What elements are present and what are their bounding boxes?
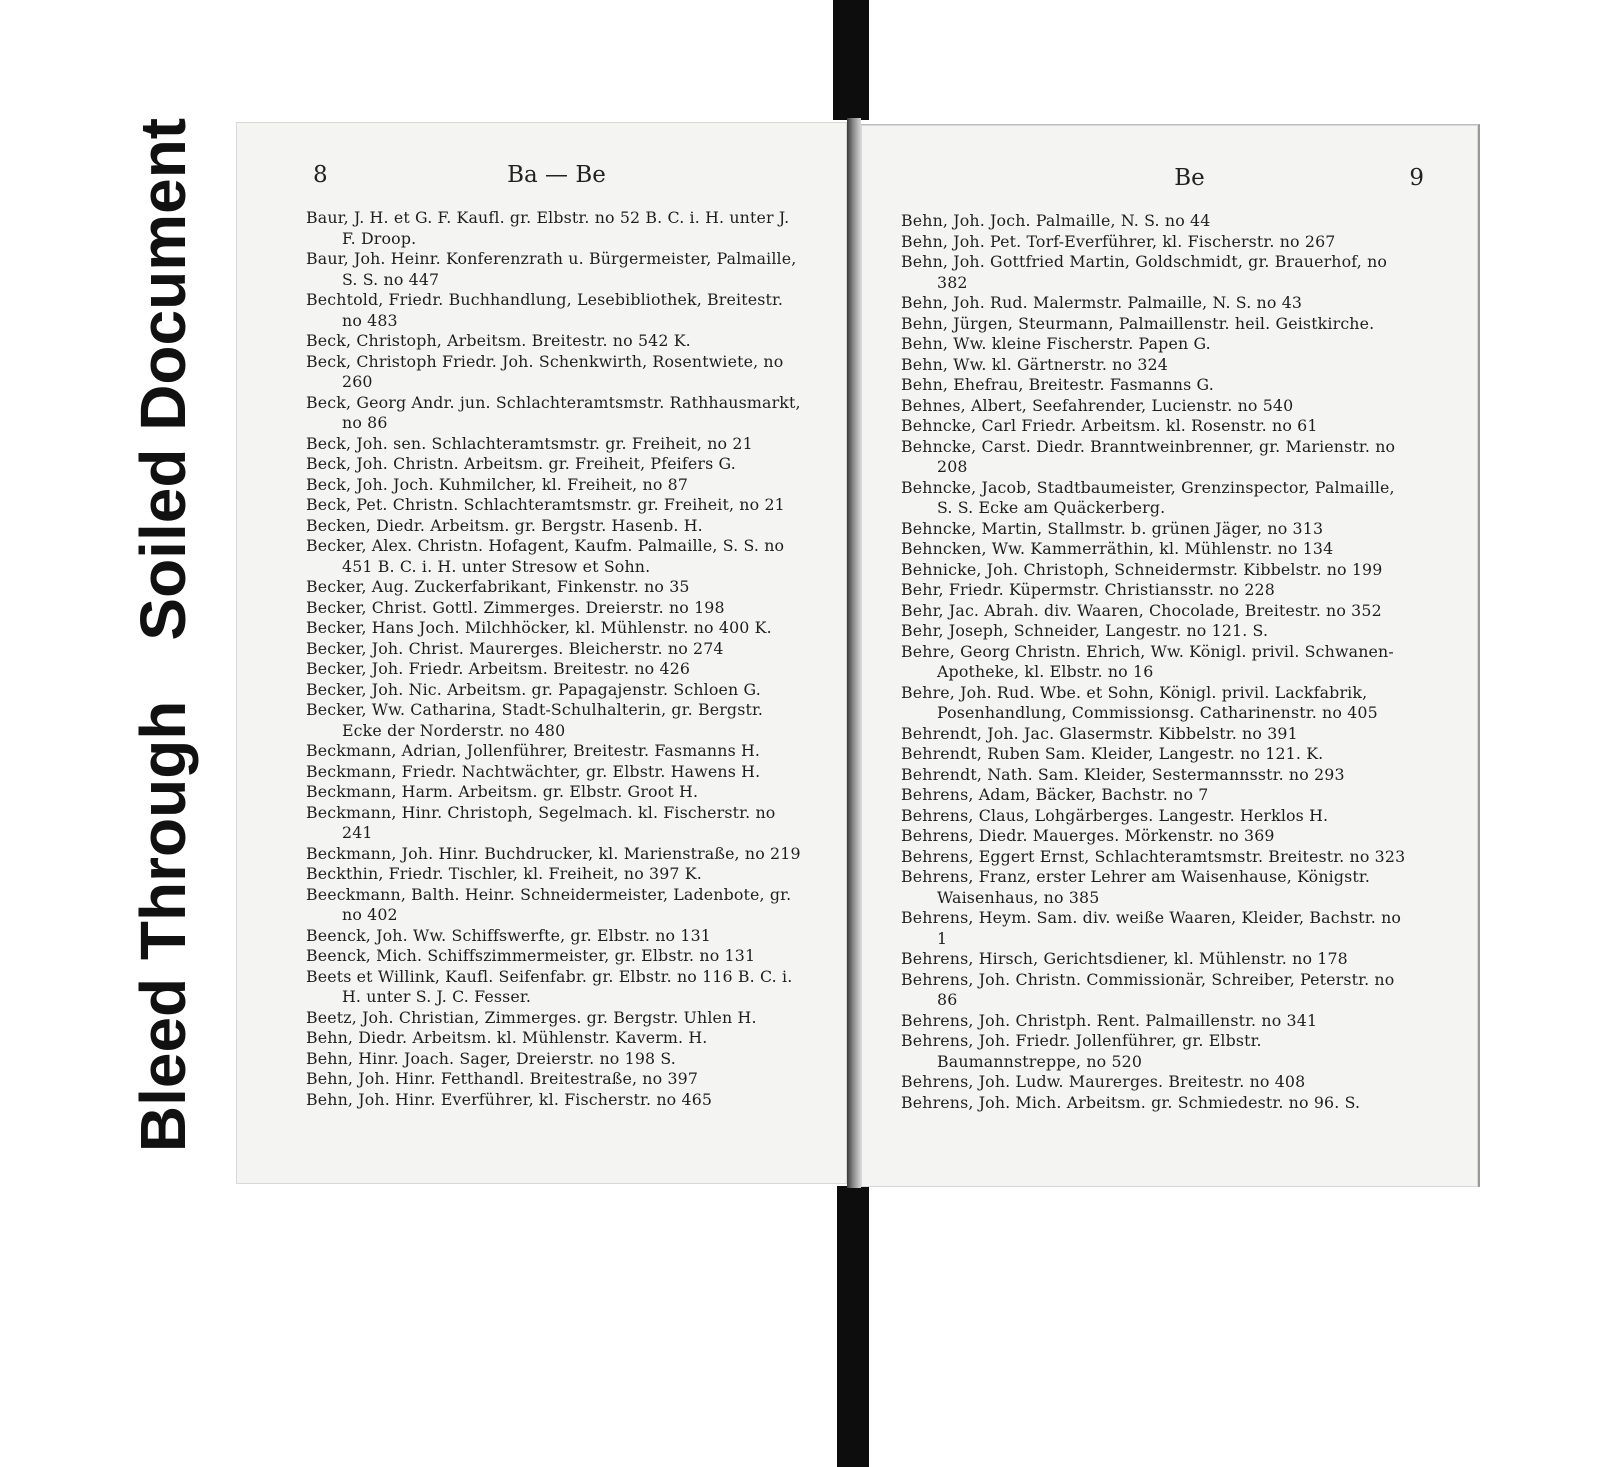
directory-entry: Beckmann, Joh. Hinr. Buchdrucker, kl. Marienstraße, no 219 <box>306 843 801 863</box>
directory-entry: Behn, Joh. Joch. Palmaille, N. S. no 44 <box>901 211 1211 230</box>
directory-entry: Behre, Georg Christn. Ehrich, Ww. Königl. privil. Schwanen-Apotheke, kl. Elbstr. no 16 <box>901 641 1394 681</box>
directory-entry: Behn, Joh. Pet. Torf-Everführer, kl. Fischerstr. no 267 <box>901 231 1336 251</box>
directory-entry: Behn, Jürgen, Steurmann, Palmaillenstr. heil. Geistkirche. <box>901 313 1375 333</box>
directory-entry: Behrens, Joh. Mich. Arbeitsm. gr. Schmiedestr. no 96. S. <box>901 1092 1361 1112</box>
directory-entry: Behr, Friedr. Küpermstr. Christiansstr. no 228 <box>901 580 1275 599</box>
directory-entry: Behn, Ehefrau, Breitestr. Fasmanns G. <box>901 375 1214 394</box>
directory-entry: Behn, Joh. Hinr. Everführer, kl. Fischerstr. no 465 <box>306 1089 713 1109</box>
directory-entry: Beetz, Joh. Christian, Zimmerges. gr. Bergstr. Uhlen H. <box>306 1007 757 1027</box>
directory-entry: Behn, Ww. kleine Fischerstr. Papen G. <box>901 334 1211 353</box>
directory-entry: Behrens, Franz, erster Lehrer am Waisenhause, Königstr. Waisenhaus, no 385 <box>901 867 1370 907</box>
directory-entry: Becken, Diedr. Arbeitsm. gr. Bergstr. Hasenb. H. <box>306 515 703 535</box>
binding-spine-bottom <box>837 1186 869 1467</box>
directory-entry: Becker, Joh. Friedr. Arbeitsm. Breitestr. no 426 <box>306 659 691 678</box>
side-label-bleed-through: Bleed Through <box>127 700 199 1153</box>
directory-entry: Becker, Christ. Gottl. Zimmerges. Dreierstr. no 198 <box>306 597 725 617</box>
directory-entry: Behncke, Jacob, Stadtbaumeister, Grenzinspector, Palmaille, S. S. Ecke am Quäckerberg. <box>901 477 1395 517</box>
directory-entry: Behrens, Diedr. Mauerges. Mörkenstr. no 369 <box>901 826 1275 845</box>
directory-entry: Behncken, Ww. Kammerräthin, kl. Mühlenstr. no 134 <box>901 539 1334 558</box>
directory-entry: Behncke, Martin, Stallmstr. b. grünen Jäger, no 313 <box>901 518 1324 538</box>
left-page-number: 8 <box>313 162 328 188</box>
directory-entry: Behrens, Joh. Ludw. Maurerges. Breitestr. no 408 <box>901 1072 1306 1091</box>
directory-entry: Becker, Joh. Christ. Maurerges. Bleicherstr. no 274 <box>306 638 724 658</box>
right-page-number: 9 <box>1409 165 1424 191</box>
directory-entry: Behn, Joh. Rud. Malermstr. Palmaille, N. S. no 43 <box>901 293 1303 312</box>
directory-entry: Beets et Willink, Kaufl. Seifenfabr. gr. Elbstr. no 116 B. C. i. H. unter S. J. C. Fesser. <box>306 966 793 1006</box>
directory-entry: Behn, Ww. kl. Gärtnerstr. no 324 <box>901 354 1168 374</box>
directory-entry: Behrendt, Ruben Sam. Kleider, Langestr. no 121. K. <box>901 744 1324 763</box>
directory-entry: Behncke, Carst. Diedr. Branntweinbrenner, gr. Marienstr. no 208 <box>901 436 1396 476</box>
directory-entry: Beckmann, Friedr. Nachtwächter, gr. Elbstr. Hawens H. <box>306 761 761 781</box>
directory-entry: Baur, J. H. et G. F. Kaufl. gr. Elbstr. no 52 B. C. i. H. unter J. F. Droop. <box>306 208 790 248</box>
directory-entry: Behnicke, Joh. Christoph, Schneidermstr. Kibbelstr. no 199 <box>901 559 1383 579</box>
directory-entry: Beeckmann, Balth. Heinr. Schneidermeister, Ladenbote, gr. no 402 <box>306 884 792 924</box>
directory-entry: Beckmann, Hinr. Christoph, Segelmach. kl. Fischerstr. no 241 <box>306 802 776 842</box>
directory-entry: Behrens, Claus, Lohgärberges. Langestr. Herklos H. <box>901 805 1329 825</box>
directory-entry: Beck, Christoph, Arbeitsm. Breitestr. no 542 K. <box>306 331 691 350</box>
directory-entry: Beckmann, Harm. Arbeitsm. gr. Elbstr. Groot H. <box>306 782 699 801</box>
directory-entry: Behn, Joh. Hinr. Fetthandl. Breitestraße, no 397 <box>306 1069 699 1088</box>
right-entry-list <box>901 211 1407 1113</box>
left-page <box>236 122 847 1184</box>
directory-entry: Behncke, Carl Friedr. Arbeitsm. kl. Rosenstr. no 61 <box>901 416 1318 435</box>
directory-entry: Becker, Hans Joch. Milchhöcker, kl. Mühlenstr. no 400 K. <box>306 618 772 637</box>
directory-entry: Becker, Joh. Nic. Arbeitsm. gr. Papagajenstr. Schloen G. <box>306 679 761 699</box>
right-page-header <box>861 165 1478 195</box>
side-label <box>118 117 208 1153</box>
left-entry-list <box>306 208 806 1110</box>
directory-entry: Behr, Jac. Abrah. div. Waaren, Chocolade, Breitestr. no 352 <box>901 600 1382 620</box>
directory-entry: Beck, Pet. Christn. Schlachteramtsmstr. gr. Freiheit, no 21 <box>306 495 785 514</box>
directory-entry: Behrens, Joh. Christph. Rent. Palmaillenstr. no 341 <box>901 1010 1318 1030</box>
directory-entry: Baur, Joh. Heinr. Konferenzrath u. Bürgermeister, Palmaille, S. S. no 447 <box>306 249 797 289</box>
directory-entry: Behrens, Adam, Bäcker, Bachstr. no 7 <box>901 785 1209 804</box>
directory-entry: Behre, Joh. Rud. Wbe. et Sohn, Königl. privil. Lackfabrik, Posenhandlung, Commissionsg. Catharinenstr. no 405 <box>901 682 1378 722</box>
directory-entry: Behrendt, Joh. Jac. Glasermstr. Kibbelstr. no 391 <box>901 723 1298 743</box>
directory-entry: Behn, Joh. Gottfried Martin, Goldschmidt, gr. Brauerhof, no 382 <box>901 252 1388 292</box>
left-running-head: Ba — Be <box>507 162 606 188</box>
directory-entry: Behrens, Joh. Friedr. Jollenführer, gr. Elbstr. Baumannstreppe, no 520 <box>901 1031 1262 1071</box>
directory-entry: Bechtold, Friedr. Buchhandlung, Lesebibliothek, Breitestr. no 483 <box>306 290 784 330</box>
directory-entry: Becker, Alex. Christn. Hofagent, Kaufm. Palmaille, S. S. no 451 B. C. i. H. unter Stresow et Sohn. <box>306 536 785 576</box>
directory-entry: Beenck, Mich. Schiffszimmermeister, gr. Elbstr. no 131 <box>306 946 756 965</box>
directory-entry: Beckthin, Friedr. Tischler, kl. Freiheit, no 397 K. <box>306 864 702 883</box>
directory-entry: Behrens, Eggert Ernst, Schlachteramtsmstr. Breitestr. no 323 <box>901 846 1406 866</box>
directory-entry: Behrens, Heym. Sam. div. weiße Waaren, Kleider, Bachstr. no 1 <box>901 908 1402 948</box>
directory-entry: Behn, Diedr. Arbeitsm. kl. Mühlenstr. Kaverm. H. <box>306 1028 708 1047</box>
directory-entry: Behnes, Albert, Seefahrender, Lucienstr. no 540 <box>901 395 1294 415</box>
directory-entry: Behrens, Joh. Christn. Commissionär, Schreiber, Peterstr. no 86 <box>901 969 1395 1009</box>
directory-entry: Behrens, Hirsch, Gerichtsdiener, kl. Mühlenstr. no 178 <box>901 949 1348 968</box>
book-gutter <box>847 118 861 1188</box>
directory-entry: Behr, Joseph, Schneider, Langestr. no 121. S. <box>901 621 1269 640</box>
right-running-head: Be <box>1174 165 1205 191</box>
directory-entry: Beck, Georg Andr. jun. Schlachteramtsmstr. Rathhausmarkt, no 86 <box>306 392 801 432</box>
directory-entry: Beck, Joh. sen. Schlachteramtsmstr. gr. Freiheit, no 21 <box>306 433 753 453</box>
directory-entry: Beenck, Joh. Ww. Schiffswerfte, gr. Elbstr. no 131 <box>306 925 711 945</box>
directory-entry: Beckmann, Adrian, Jollenführer, Breitestr. Fasmanns H. <box>306 741 761 760</box>
directory-entry: Behn, Hinr. Joach. Sager, Dreierstr. no 198 S. <box>306 1048 676 1068</box>
directory-entry: Beck, Joh. Christn. Arbeitsm. gr. Freiheit, Pfeifers G. <box>306 454 736 473</box>
directory-entry: Beck, Christoph Friedr. Joh. Schenkwirth, Rosentwiete, no 260 <box>306 351 784 391</box>
directory-entry: Behrendt, Nath. Sam. Kleider, Sestermannsstr. no 293 <box>901 764 1345 784</box>
directory-entry: Becker, Aug. Zuckerfabrikant, Finkenstr. no 35 <box>306 577 690 596</box>
directory-entry: Becker, Ww. Catharina, Stadt-Schulhalterin, gr. Bergstr. Ecke der Norderstr. no 480 <box>306 700 764 740</box>
right-page <box>861 124 1480 1187</box>
binding-spine-top <box>833 0 869 120</box>
side-label-soiled-document: Soiled Document <box>127 117 199 641</box>
directory-entry: Beck, Joh. Joch. Kuhmilcher, kl. Freiheit, no 87 <box>306 474 689 494</box>
left-page-header <box>236 162 847 192</box>
